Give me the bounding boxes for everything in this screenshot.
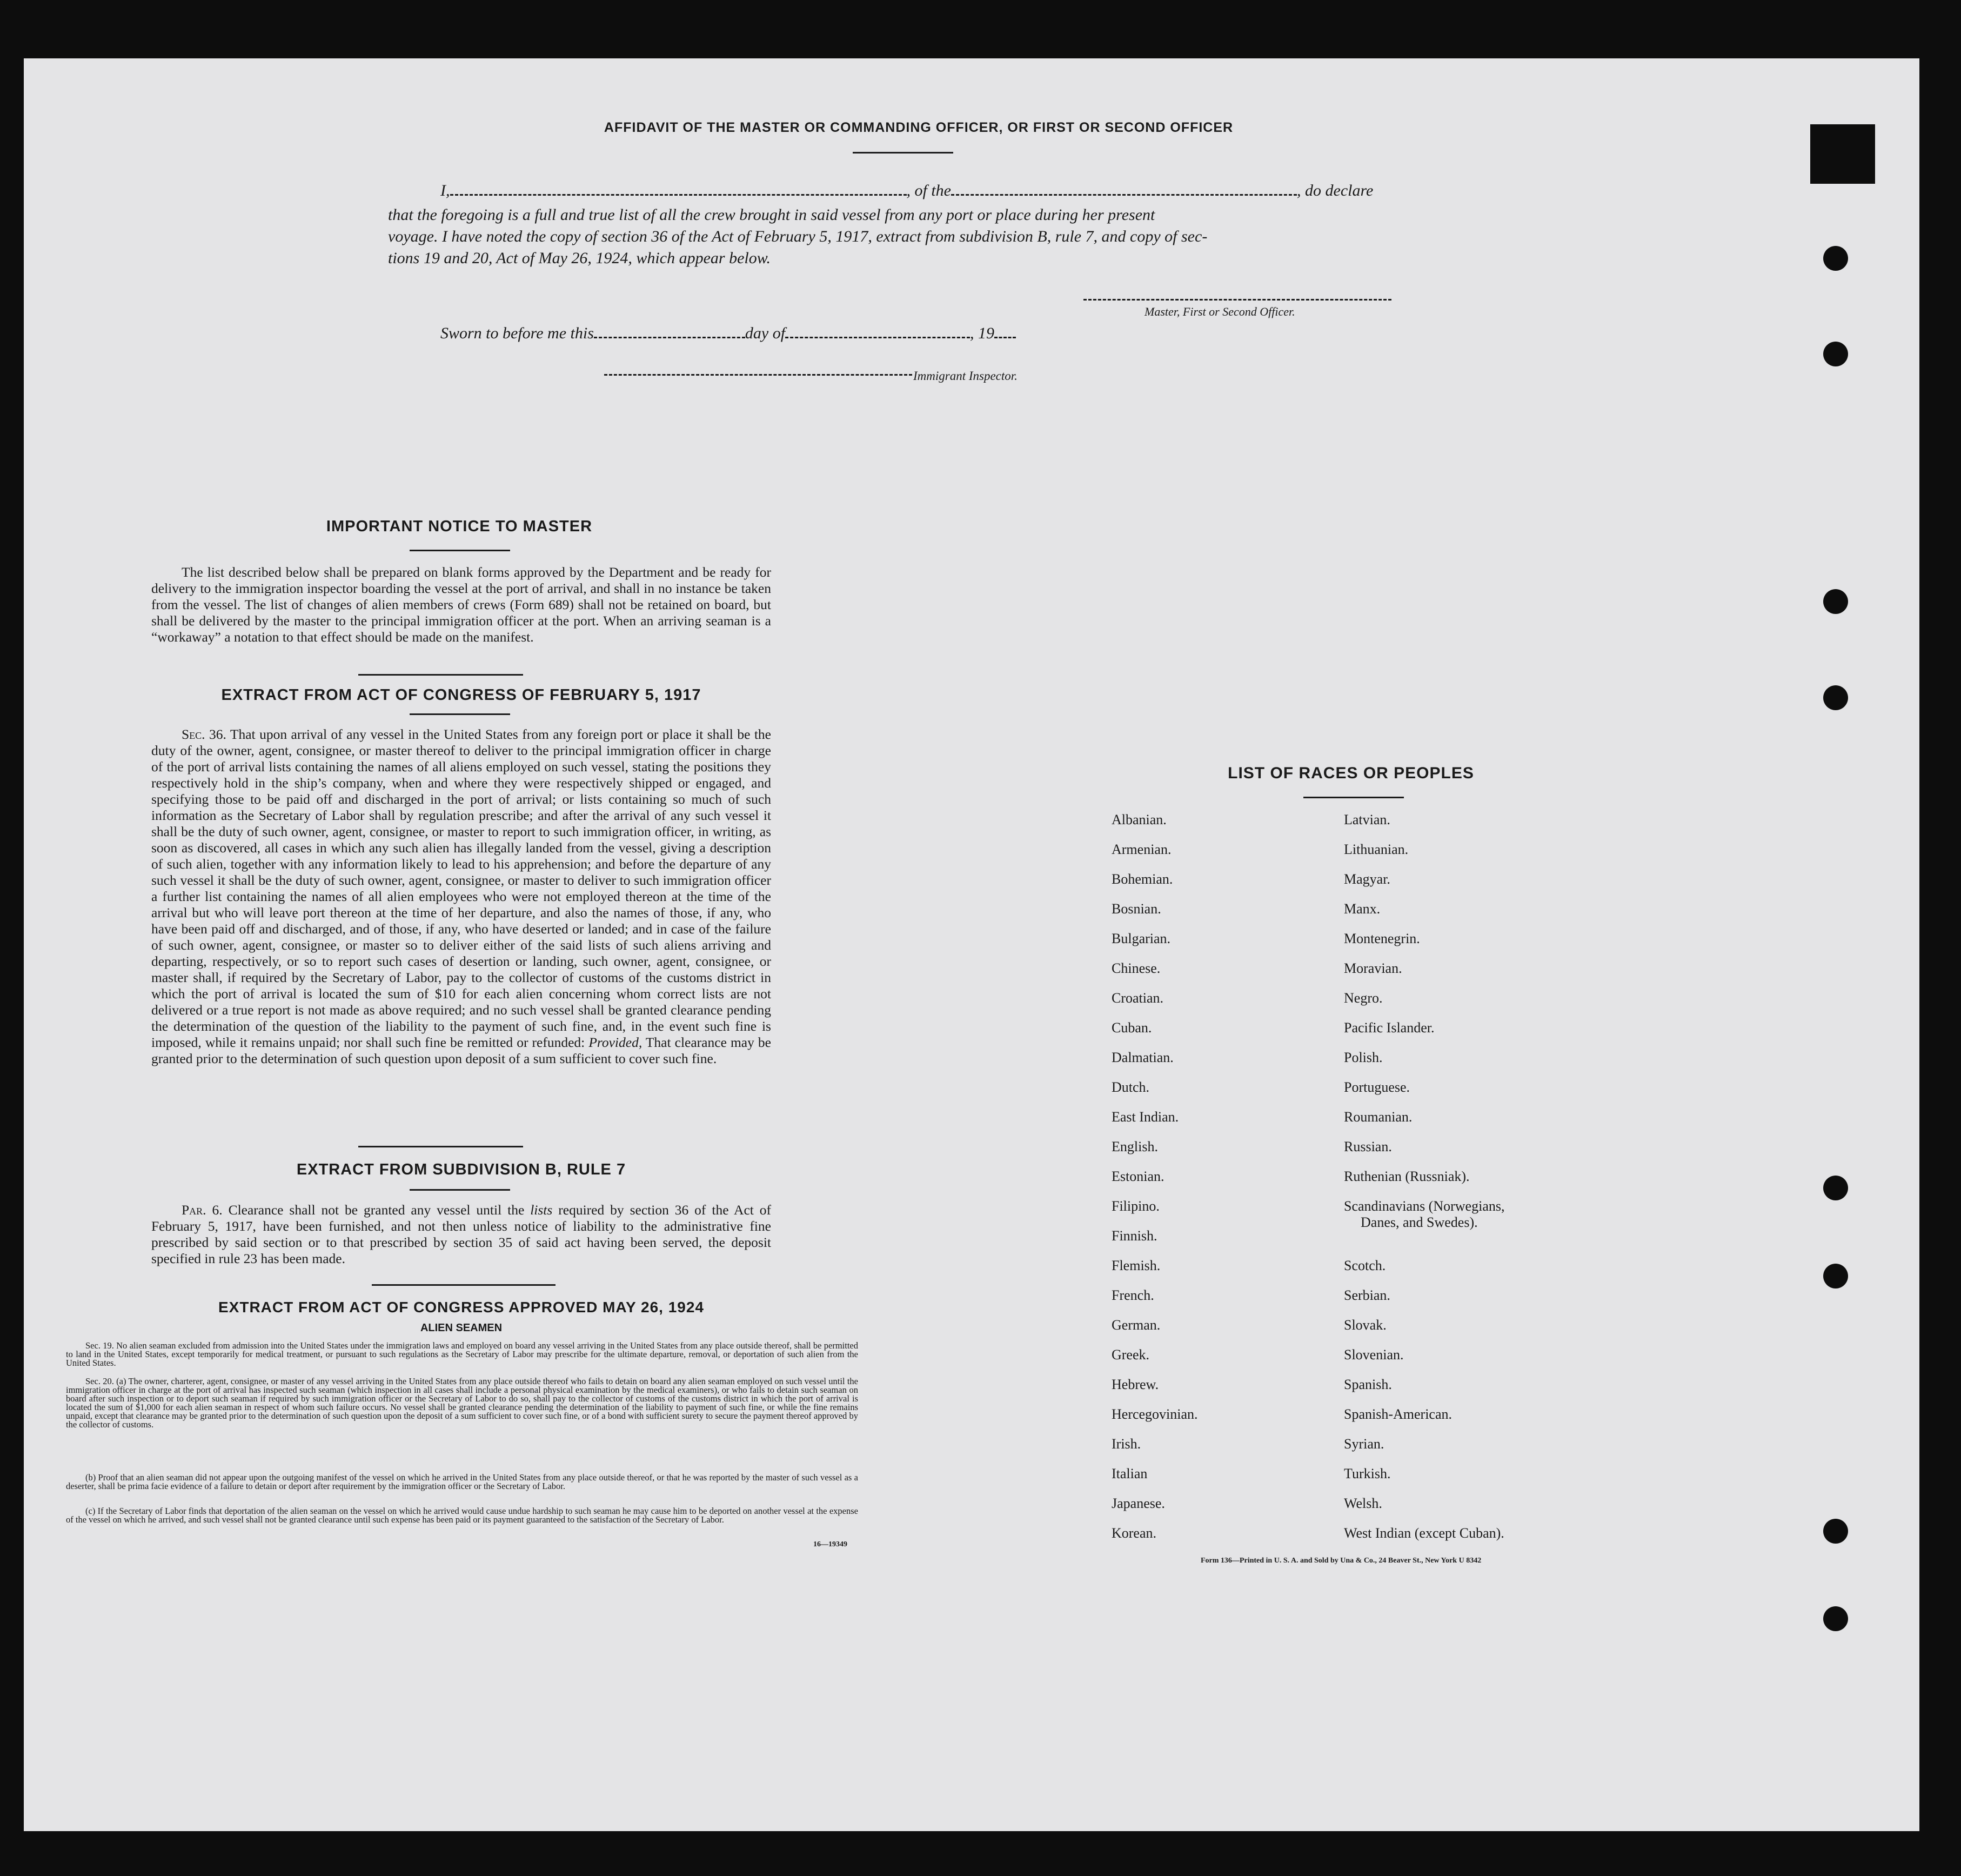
affidavit-i: I, <box>440 182 450 199</box>
race-item: Spanish. <box>1344 1377 1392 1392</box>
affidavit-title: AFFIDAVIT OF THE MASTER OR COMMANDING OFFICER, OR FIRST OR SECOND OFFICER <box>604 120 1234 135</box>
page-tab-mark <box>1810 124 1875 184</box>
sec-36-label: Sec. 36. <box>182 726 226 742</box>
inspector-label: Immigrant Inspector. <box>913 369 1018 383</box>
section-divider <box>358 674 523 676</box>
race-item: Scotch. <box>1344 1258 1386 1273</box>
race-item: Filipino. <box>1112 1198 1160 1214</box>
print-code: 16—19349 <box>813 1540 847 1548</box>
race-item: Negro. <box>1344 990 1383 1006</box>
sec-36-body: That upon arrival of any vessel in the United States from any foreign port or place it shall be the duty of the owner, agent, consignee, or master thereof to deliver to the principal immigration officer in charge of the port of arrival lists containing the names of all aliens employed on such vessel, stating the positions they respectively hold in the ship’s company, when and where they were respectively shipped or engaged, and specifying those to be paid off and discharged in the port of arrival; or lists containing so much of such information as the Secretary of Labor shall by regulation prescribe; and after the arrival of any such vessel it shall be the duty of such owner, agent, consignee, or master to report to such immigration officer, in writing, as soon as discovered, all cases in which any such alien has illegally landed from the vessel, giving a description of such alien, together with any information likely to lead to his apprehension; and before the departure of any such vessel it shall be the duty of such owner, agent, consignee, or master to deliver to such immigration officer a further list containing the names of all alien employees who were not employed thereon at the time of the arrival but who will leave port thereon at the time of her departure, and also the names of those, if any, who have been paid off and discharged, and of those, if any, who have deserted or landed; and in case of the failure of such owner, agent, consignee, or master so to deliver either of the said lists of such aliens arriving and departing, respectively, or so to report such cases of desertion or landing, such owner, agent, consignee, or master shall, if required by the Secretary of Labor, pay to the collector of customs of the customs district in which the port of arrival is located the sum of $10 for each alien concerning whom correct lists are not delivered or a true report is not made as above required; and no such vessel shall be granted clearance pending the determination of the question of the liability to the payment of such fine, and, in the event such fine is imposed, while it remains unpaid; nor shall such fine be remitted or refunded: <box>151 726 772 1050</box>
race-item: Pacific Islander. <box>1344 1020 1435 1036</box>
race-item: Ruthenian (Russniak). <box>1344 1169 1470 1184</box>
race-item: Dalmatian. <box>1112 1050 1174 1065</box>
affidavit-of-the: , of the <box>906 182 951 199</box>
sec-20b-text: (b) Proof that an alien seaman did not appear upon the outgoing manifest of the vessel on which he arrived in the United States from any place outside thereof, or that he was reported by the master of such vessel as a deserter, shall be prima facie evidence of a failure to detain or deport after requirement by the immigration officer or the Secretary of Labor. <box>66 1472 858 1491</box>
race-item: Greek. <box>1112 1347 1150 1363</box>
race-item: Manx. <box>1344 901 1381 917</box>
race-item: Japanese. <box>1112 1496 1165 1511</box>
race-item: Slovenian. <box>1344 1347 1404 1363</box>
race-item: Spanish-American. <box>1344 1406 1453 1422</box>
title-rule <box>853 152 953 153</box>
notice-rule <box>410 550 510 551</box>
race-item: Estonian. <box>1112 1169 1164 1184</box>
race-item: Russian. <box>1344 1139 1392 1154</box>
master-signature-label: Master, First or Second Officer. <box>1145 305 1295 318</box>
race-item: Armenian. <box>1112 842 1172 857</box>
notice-title: IMPORTANT NOTICE TO MASTER <box>326 518 593 535</box>
affidavit-line-3: voyage. I have noted the copy of section 36 of the Act of February 5, 1917, extract from subdivision B, rule 7, and copy of sec- <box>388 228 1208 245</box>
race-item: Magyar. <box>1344 871 1390 887</box>
race-item: Hebrew. <box>1112 1377 1159 1392</box>
lists-word: lists <box>530 1202 553 1218</box>
race-item: Portuguese. <box>1344 1079 1410 1095</box>
affidavit-line-2: that the foregoing is a full and true list of all the crew brought in said vessel from any port or place during her present <box>388 206 1155 224</box>
race-item: Syrian. <box>1344 1436 1384 1452</box>
race-item: Danes, and Swedes). <box>1361 1214 1478 1230</box>
sworn-line <box>440 324 1016 343</box>
printer-note: Form 136—Printed in U. S. A. and Sold by Una & Co., 24 Beaver St., New York U 8342 <box>1201 1557 1482 1565</box>
race-item: English. <box>1112 1139 1158 1154</box>
race-item: Dutch. <box>1112 1079 1150 1095</box>
race-item: Korean. <box>1112 1525 1157 1541</box>
affidavit-line-4: tions 19 and 20, Act of May 26, 1924, which appear below. <box>388 249 771 267</box>
binder-hole <box>1823 1176 1848 1200</box>
sec-36-end: That clearance may be granted prior to the determination of such question upon deposit of a sum sufficient to cover such fine. <box>151 1034 772 1066</box>
year-blank[interactable] <box>994 333 1016 338</box>
provided-word: Provided, <box>588 1034 642 1050</box>
rule-7-title: EXTRACT FROM SUBDIVISION B, RULE 7 <box>296 1161 626 1178</box>
sec-19-text: Sec. 19. No alien seaman excluded from admission into the United States under the immigration laws and employed on board any vessel arriving in the United States from any place outside thereof, shall be permitted to land in the United States, except temporarily for medical treatment, or pursuant to such regulations as the Secretary of Labor may prescribe for the ultimate departure, removal, or deportation of such alien from the United States. <box>66 1340 858 1368</box>
race-item: Flemish. <box>1112 1258 1161 1273</box>
race-item: Polish. <box>1344 1050 1383 1065</box>
binder-hole <box>1823 1519 1848 1544</box>
race-item: Lithuanian. <box>1344 842 1409 857</box>
notice-text: The list described below shall be prepared on blank forms approved by the Department and be ready for delivery to the immigration inspector boarding the vessel at the port of arrival, and shall in no instance be taken from the vessel. The list of changes of alien members of crews (Form 689) shall not be retained on board, but shall be delivered by the master to the principal immigration officer at the port. When an arriving seaman is a “workaway” a notation to that effect should be made on the manifest. <box>151 564 771 645</box>
binder-hole <box>1823 1606 1848 1631</box>
binder-hole <box>1823 246 1848 271</box>
race-item: Scandinavians (Norwegians, <box>1344 1198 1505 1214</box>
binder-hole <box>1823 1264 1848 1289</box>
race-item: Croatian. <box>1112 990 1164 1006</box>
sworn-month-blank[interactable] <box>785 333 970 338</box>
sec-20a-text: Sec. 20. (a) The owner, charterer, agent, consignee, or master of any vessel arriving in the United States from any place outside thereof who fails to detain on board any alien seaman employed on such vessel until the immigration officer in charge at the port of arrival has inspected such seaman (which inspection in all cases shall include a personal physical examination by the medical examiners), or who fails to detain such seaman on board after such inspection or to deport such seaman if required by such immigration officer or the Secretary of Labor to do so, shall pay to the collector of customs of the customs district in which the port of arrival is located the sum of $1,000 for each alien seaman in respect of whom such failure occurs. No vessel shall be granted clearance pending the determination of the liability to payment of such fine, or while the fine remains unpaid, except that clearance may be granted prior to the determination of such question upon the deposit of a sum sufficient to cover such fine, or of a bond with sufficient surety to secure the payment thereof approved by the collector of customs. <box>66 1376 858 1430</box>
race-item: West Indian (except Cuban). <box>1344 1525 1504 1541</box>
sworn-text: Sworn to before me this <box>440 324 594 342</box>
rule-7-text-b: required by section 36 of the Act of February 5, 1917, have been furnished, and not then unless notice of liability to the administrative fine prescribed by said section or to that prescribed by section 35 of said act having been served, the deposit specified in rule 23 has been made. <box>151 1202 772 1266</box>
race-item: Bosnian. <box>1112 901 1161 917</box>
affidavit-declare: , do declare <box>1297 182 1374 199</box>
race-item: Albanian. <box>1112 812 1167 827</box>
races-rule <box>1303 797 1404 798</box>
race-item: Slovak. <box>1344 1317 1387 1333</box>
race-item: Chinese. <box>1112 960 1161 976</box>
race-item: Turkish. <box>1344 1466 1391 1481</box>
race-item: Latvian. <box>1344 812 1390 827</box>
day-of-text: day of <box>745 324 786 342</box>
par-6-label: Par. 6. <box>182 1202 223 1218</box>
act-1917-rule <box>410 713 510 715</box>
alien-seamen-subtitle: ALIEN SEAMEN <box>420 1322 503 1334</box>
races-title: LIST OF RACES OR PEOPLES <box>1228 764 1474 782</box>
race-item: Serbian. <box>1344 1287 1390 1303</box>
race-item: Bohemian. <box>1112 871 1173 887</box>
race-item: Welsh. <box>1344 1496 1382 1511</box>
race-item: French. <box>1112 1287 1154 1303</box>
sworn-day-blank[interactable] <box>594 333 745 338</box>
act-1917-title: EXTRACT FROM ACT OF CONGRESS OF FEBRUARY 5, 1917 <box>221 686 701 704</box>
rule-7-rule <box>410 1189 510 1191</box>
race-item: Bulgarian. <box>1112 931 1171 946</box>
binder-hole <box>1823 342 1848 366</box>
race-item: Finnish. <box>1112 1228 1157 1244</box>
rule-7-text <box>151 1202 771 1267</box>
race-item: Irish. <box>1112 1436 1141 1452</box>
act-1924-title: EXTRACT FROM ACT OF CONGRESS APPROVED MAY 26, 1924 <box>218 1299 704 1316</box>
master-signature-line[interactable] <box>1083 299 1391 301</box>
year-text: , 19 <box>970 324 995 342</box>
race-item: East Indian. <box>1112 1109 1179 1125</box>
act-1917-text <box>151 726 771 1067</box>
binder-hole <box>1823 685 1848 710</box>
section-divider <box>358 1146 523 1147</box>
section-divider <box>372 1284 555 1286</box>
sec-20c-text: (c) If the Secretary of Labor finds that deportation of the alien seaman on the vessel on which he arrived would cause undue hardship to such seaman he may cause him to be deported on another vessel at the expense of the vessel on which he arrived, and such vessel shall not be granted clearance until such expense has been paid or its payment guaranteed to the satisfaction of the Secretary of Labor. <box>66 1506 858 1525</box>
race-item: German. <box>1112 1317 1161 1333</box>
race-item: Italian <box>1112 1466 1148 1481</box>
vessel-blank[interactable] <box>951 191 1297 196</box>
affidavit-line-1 <box>440 182 1373 200</box>
race-item: Montenegrin. <box>1344 931 1420 946</box>
rule-7-text-a: Clearance shall not be granted any vessel until the <box>228 1202 525 1218</box>
race-item: Cuban. <box>1112 1020 1152 1036</box>
inspector-signature-line[interactable] <box>604 374 912 376</box>
name-blank[interactable] <box>450 191 907 196</box>
race-item: Roumanian. <box>1344 1109 1413 1125</box>
binder-hole <box>1823 589 1848 614</box>
race-item: Moravian. <box>1344 960 1402 976</box>
race-item: Hercegovinian. <box>1112 1406 1198 1422</box>
